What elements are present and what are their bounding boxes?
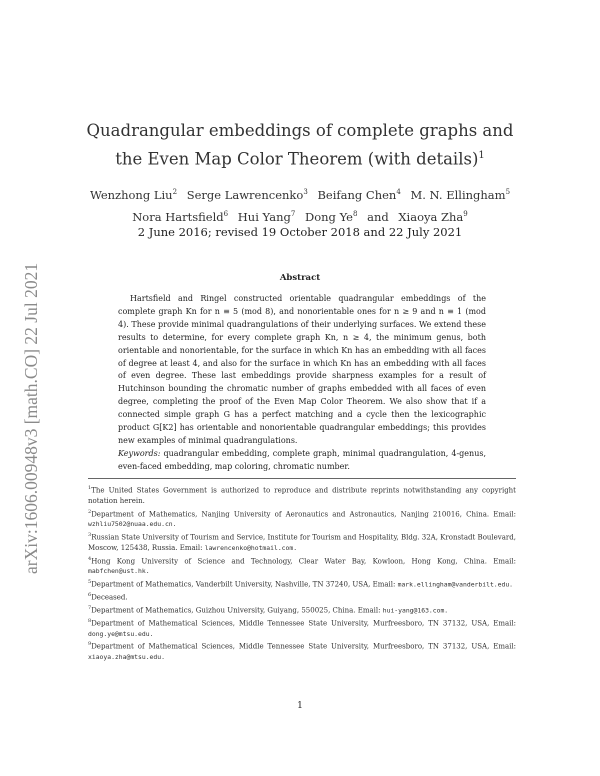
arxiv-side-label: arXiv:1606.00948v3 [math.CO] 22 Jul 2021 xyxy=(21,262,41,574)
footnote: $^2$Department of Mathematics, Nanjing University of Aeronautics and Astronautics, Nanjing 210016, China. Email: wzhliu7502@nuaa.edu.cn. xyxy=(88,508,516,529)
author: Nora Hartsfield$^6$ xyxy=(132,209,229,224)
title-footnote-mark: 1 xyxy=(478,150,485,161)
author: Xiaoya Zha$^9$ xyxy=(398,209,468,224)
footnote: $^7$Department of Mathematics, Guizhou University, Guiyang, 550025, China. Email: hui-yang@163.com. xyxy=(88,604,449,615)
keywords-text: quadrangular embedding, complete graph, minimal quadrangulation, 4-genus, even-faced embedding, map coloring, chromatic number. xyxy=(118,449,486,471)
author: Serge Lawrencenko$^3$ xyxy=(186,187,308,202)
abstract-heading: Abstract xyxy=(279,273,321,283)
footnote: $^9$Department of Mathematical Sciences, Middle Tennessee State University, Murfreesboro, TN 37132, USA, Email: xiaoya.zha@mtsu.edu. xyxy=(88,641,516,662)
footnote: $^4$Hong Kong University of Science and Technology, Clear Water Bay, Kowloon, Hong Kong, China. Email: mabfchen@ust.hk. xyxy=(88,555,516,576)
footnote-email: lawrencenko@hotmail.com. xyxy=(204,543,298,552)
author: Hui Yang$^7$ xyxy=(237,209,296,224)
title-text: Quadrangular embeddings of complete graphs and the Even Map Color Theorem (with details) xyxy=(86,121,514,169)
footnote-email: mabfchen@ust.hk. xyxy=(88,567,150,576)
author: Dong Ye$^8$ xyxy=(305,209,358,224)
footnotes xyxy=(88,478,516,663)
author: Beifang Chen$^4$ xyxy=(317,187,401,202)
abstract-body: Hartsfield and Ringel constructed orientable quadrangular embeddings of the complete graph Kn for n ≡ 5 (mod 8), and nonorientable ones for n ≥ 9 and n ≡ 1 (mod 4). These provide minimal quadrangulations of their underlying surfaces. We extend these results to determine, for every complete graph Kn, n ≥ 4, the minimum genus, both orientable and nonorientable, for the surface in which Kn has an embedding with all faces of degree at least 4, and also for the surface in which Kn has an embedding with all faces of even degree. These last embeddings provide sharpness examples for a result of Hutchinson bounding the chromatic number of graphs embedded with all faces of even degree, completing the proof of the Even Map Color Theorem. We also show that if a connected simple graph G has a perfect matching and a cycle then the lexicographic product G[K2] has orientable and nonorientable quadrangular embeddings; this provides new examples of minimal quadrangulations. xyxy=(118,294,486,445)
footnote-email: xiaoya.zha@mtsu.edu. xyxy=(88,653,165,662)
keywords xyxy=(118,448,486,473)
paper-title xyxy=(80,118,520,172)
footnote: $^6$Deceased. xyxy=(88,591,128,602)
paper-date: 2 June 2016; revised 19 October 2018 and 22 July 2021 xyxy=(137,225,463,239)
author-and: and xyxy=(367,209,389,224)
footnote: $^8$Department of Mathematical Sciences, Middle Tennessee State University, Murfreesboro, TN 37132, USA, Email: dong.ye@mtsu.edu. xyxy=(88,617,516,638)
footnote: $^1$The United States Government is authorized to reproduce and distribute reprints notwithstanding any copyright notation herein. xyxy=(88,485,516,505)
footnote: $^3$Russian State University of Tourism and Service, Institute for Tourism and Hospitality, Bldg. 32A, Kronstadt Boulevard, Moscow, 125438, Russia. Email: lawrencenko@hotmail.com. xyxy=(88,532,516,552)
author: Wenzhong Liu$^2$ xyxy=(89,187,178,202)
footnote: $^5$Department of Mathematics, Vanderbilt University, Nashville, TN 37240, USA, Email: mark.ellingham@vanderbilt.edu. xyxy=(88,579,514,589)
footnote-email: mark.ellingham@vanderbilt.edu. xyxy=(397,580,514,589)
keywords-label: Keywords: xyxy=(118,449,161,458)
page-number: 1 xyxy=(297,701,303,711)
footnote-email: dong.ye@mtsu.edu. xyxy=(88,629,154,638)
author-list xyxy=(80,183,520,227)
footnote-email: wzhliu7502@nuaa.edu.cn. xyxy=(88,520,177,529)
author: M. N. Ellingham$^5$ xyxy=(410,187,511,202)
footnote-email: hui-yang@163.com. xyxy=(382,606,449,615)
